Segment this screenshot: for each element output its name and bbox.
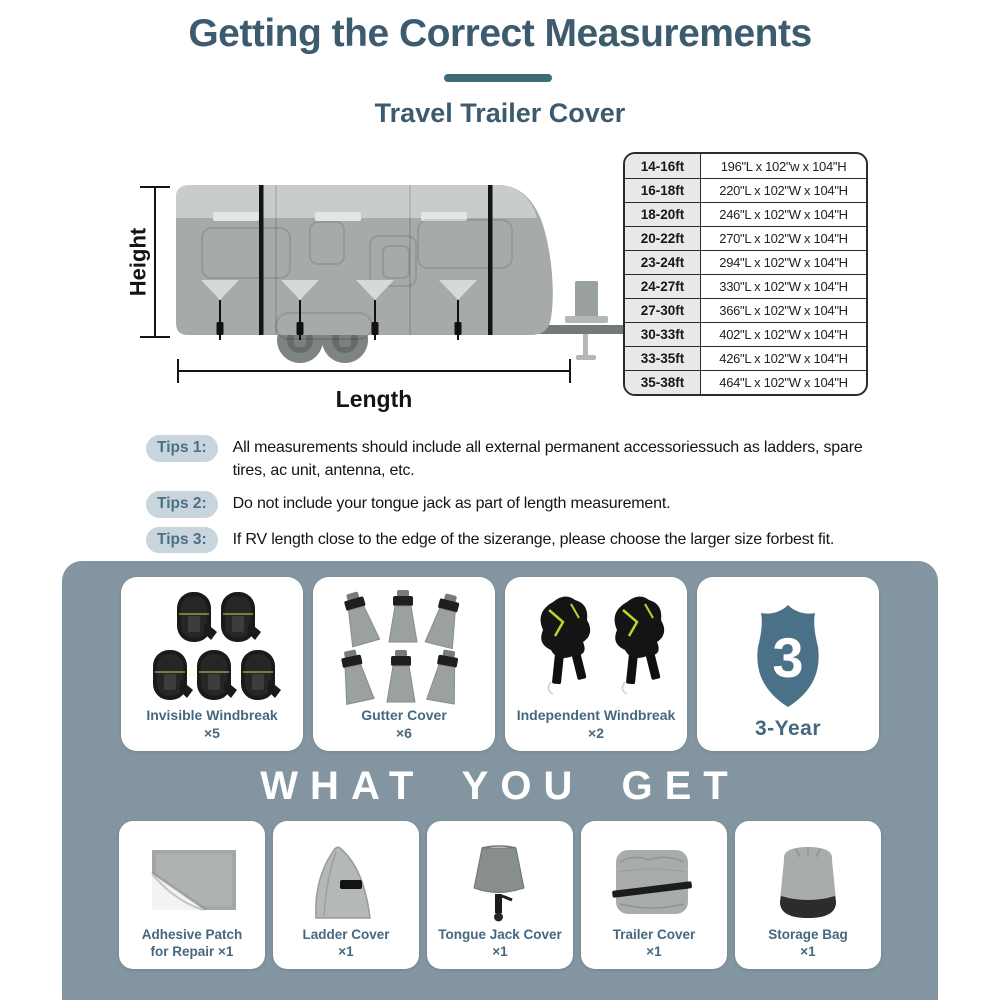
kit-item-qty: ×5 <box>204 724 220 741</box>
size-table-row <box>625 346 866 370</box>
title-divider <box>444 74 552 82</box>
kit-item-qty: ×1 <box>492 944 508 960</box>
height-label: Height <box>125 227 151 297</box>
vertical-strap <box>259 185 264 335</box>
dimensions-cell: 464"L x 102"W x 104"H <box>719 375 848 390</box>
length-measure-line <box>178 359 570 383</box>
kit-card-gutter-cover <box>313 577 495 751</box>
kit-item-name: Gutter Cover <box>361 706 447 723</box>
size-table-row <box>625 250 866 274</box>
vertical-strap <box>488 185 493 335</box>
size-table-row <box>625 370 866 394</box>
size-table-row <box>625 178 866 202</box>
warranty-shield-icon <box>733 599 843 715</box>
kit-item-qty: ×1 <box>800 944 816 960</box>
kit-item-qty: for Repair ×1 <box>150 944 234 960</box>
storage-bag-icon <box>742 842 874 926</box>
tip-badge: Tips 1: <box>146 435 218 462</box>
tip-text: Do not include your tongue jack as part of length measurement. <box>232 495 671 513</box>
what-you-get-panel <box>62 561 938 1000</box>
adhesive-patch-icon <box>126 842 258 926</box>
independent-windbreak-icon <box>511 590 681 706</box>
kit-item-name: Ladder Cover <box>302 926 390 942</box>
tongue-jack <box>565 281 608 360</box>
size-table-row <box>625 226 866 250</box>
kit-item-qty: ×1 <box>338 944 354 960</box>
dimensions-cell: 196"L x 102"w x 104"H <box>720 158 847 174</box>
tip-row <box>146 491 886 518</box>
size-table-row <box>625 154 866 178</box>
trailer-cover-bundle-icon <box>588 842 720 926</box>
kit-card-tongue-jack-cover <box>427 821 573 969</box>
invisible-windbreak-icon <box>127 590 297 706</box>
size-range-cell: 18-20ft <box>625 203 701 226</box>
tip-text: All measurements should include all external permanent accessoriessuch as ladders, spare tires, ac unit, antenna, etc. <box>232 439 863 479</box>
roof-vent <box>315 212 361 221</box>
page-title: Getting the Correct Measurements <box>188 12 812 55</box>
kit-item-qty: ×1 <box>646 944 662 960</box>
kit-item-name: Tongue Jack Cover <box>438 926 562 942</box>
size-range-cell: 24-27ft <box>625 275 701 298</box>
kit-row-1 <box>62 561 938 751</box>
size-range-cell: 16-18ft <box>625 179 701 202</box>
kit-item-name: Invisible Windbreak <box>146 706 278 723</box>
kit-item-name: Adhesive Patch <box>141 926 243 942</box>
size-table-row <box>625 322 866 346</box>
size-range-cell: 14-16ft <box>625 154 701 178</box>
length-label: Length <box>335 386 413 412</box>
warranty-label: 3-Year <box>754 716 822 740</box>
dimensions-cell: 220"L x 102"W x 104"H <box>719 183 848 198</box>
tip-text: If RV length close to the edge of the sizerange, please choose the larger size forbest fit. <box>232 530 835 548</box>
roof-vent <box>213 212 259 221</box>
ladder-cover-icon <box>280 842 412 926</box>
kit-item-name: Independent Windbreak <box>516 706 676 723</box>
tip-row <box>146 527 886 554</box>
what-you-get-heading: WHAT YOU GET <box>260 764 740 808</box>
kit-row-2 <box>62 821 938 969</box>
size-table <box>623 152 868 396</box>
dimensions-cell: 402"L x 102"W x 104"H <box>719 327 848 342</box>
page-subtitle: Travel Trailer Cover <box>374 98 626 128</box>
kit-card-trailer-cover <box>581 821 727 969</box>
tongue-jack-cover-icon <box>434 842 566 926</box>
tip-badge: Tips 2: <box>146 491 218 518</box>
trailer-measurement-diagram <box>118 170 638 420</box>
size-table-row <box>625 274 866 298</box>
kit-card-ladder-cover <box>273 821 419 969</box>
gutter-cover-icon <box>329 588 479 706</box>
size-range-cell: 30-33ft <box>625 323 701 346</box>
kit-item-name: Trailer Cover <box>612 926 696 942</box>
hitch-bar <box>538 325 631 334</box>
size-table-row <box>625 298 866 322</box>
kit-item-name: Storage Bag <box>768 926 848 942</box>
tip-badge: Tips 3: <box>146 527 218 554</box>
size-range-cell: 33-35ft <box>625 347 701 370</box>
size-range-cell: 20-22ft <box>625 227 701 250</box>
dimensions-cell: 246"L x 102"W x 104"H <box>719 207 848 222</box>
dimensions-cell: 330"L x 102"W x 104"H <box>719 279 848 294</box>
dimensions-cell: 270"L x 102"W x 104"H <box>719 231 848 246</box>
kit-card-invisible-windbreak <box>121 577 303 751</box>
tips-section <box>146 435 886 562</box>
tip-row <box>146 435 886 482</box>
size-range-cell: 27-30ft <box>625 299 701 322</box>
size-range-cell: 35-38ft <box>625 371 701 394</box>
warranty-years-number: 3 <box>772 625 804 689</box>
kit-card-independent-windbreak <box>505 577 687 751</box>
warranty-card <box>697 577 879 751</box>
size-range-cell: 23-24ft <box>625 251 701 274</box>
dimensions-cell: 426"L x 102"W x 104"H <box>719 351 848 366</box>
dimensions-cell: 294"L x 102"W x 104"H <box>719 255 848 270</box>
kit-item-qty: ×2 <box>588 724 604 741</box>
kit-card-storage-bag <box>735 821 881 969</box>
kit-item-qty: ×6 <box>396 724 412 741</box>
dimensions-cell: 366"L x 102"W x 104"H <box>719 303 848 318</box>
kit-card-adhesive-patch <box>119 821 265 969</box>
size-table-row <box>625 202 866 226</box>
